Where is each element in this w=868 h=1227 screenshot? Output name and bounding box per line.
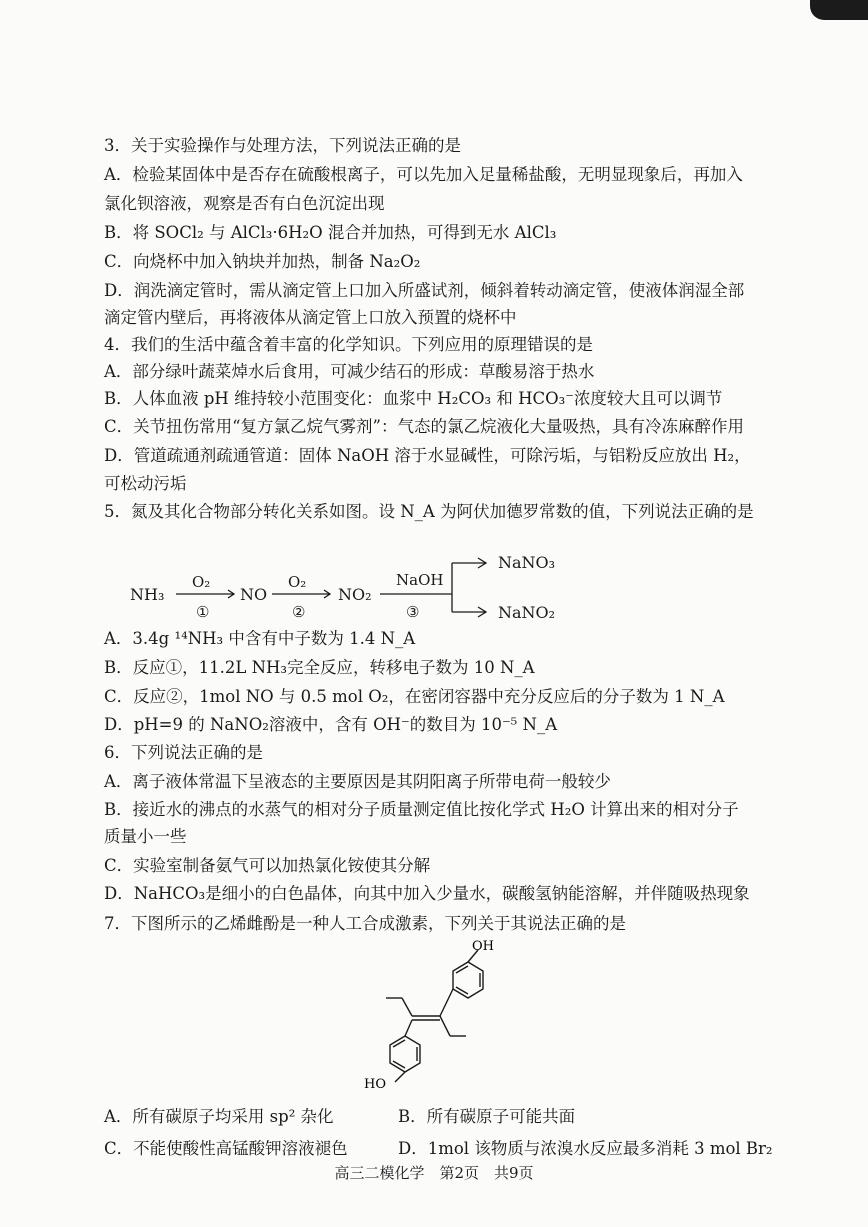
- q4-option-b: B．人体血液 pH 维持较小范围变化：血浆中 H₂CO₃ 和 HCO₃⁻浓度较大且可以调节: [104, 389, 723, 408]
- q5-option-c: C．反应②，1mol NO 与 0.5 mol O₂，在密闭容器中充分反应后的分子数为 1 N_A: [104, 687, 725, 706]
- q4-option-a: A．部分绿叶蔬菜焯水后食用，可减少结石的形成：草酸易溶于热水: [104, 362, 595, 381]
- q6-stem: 6．下列说法正确的是: [104, 743, 263, 762]
- q7-option-a: A．所有碳原子均采用 sp² 杂化: [104, 1107, 334, 1126]
- scheme-nano2: NaNO₂: [498, 603, 556, 622]
- scheme-nano3: NaNO₃: [498, 553, 556, 572]
- scheme-no2: NO₂: [338, 585, 372, 604]
- q6-option-a: A．离子液体常温下呈液态的主要原因是其阴阳离子所带电荷一般较少: [104, 772, 611, 791]
- q5-option-d: D．pH=9 的 NaNO₂溶液中，含有 OH⁻的数目为 10⁻⁵ N_A: [104, 715, 558, 734]
- q3-option-d-line2: 滴定管内壁后，再将液体从滴定管上口放入预置的烧杯中: [104, 308, 517, 327]
- q3-option-a-line2: 氯化钡溶液，观察是否有白色沉淀出现: [104, 194, 385, 213]
- scan-corner-mark: [810, 0, 868, 20]
- q6-option-b-line1: B．接近水的沸点的水蒸气的相对分子质量测定值比按化学式 H₂O 计算出来的相对分子: [104, 800, 739, 819]
- q3-option-b: B．将 SOCl₂ 与 AlCl₃·6H₂O 混合并加热，可得到无水 AlCl₃: [104, 223, 557, 242]
- scheme-o2-second: O₂: [288, 573, 307, 591]
- scheme-no: NO: [240, 585, 268, 604]
- q4-option-d-line2: 可松动污垢: [104, 474, 187, 493]
- q6-option-d: D．NaHCO₃是细小的白色晶体，向其中加入少量水，碳酸氢钠能溶解，并伴随吸热现象: [104, 884, 750, 903]
- q4-stem: 4．我们的生活中蕴含着丰富的化学知识。下列应用的原理错误的是: [104, 335, 593, 354]
- scheme-reaction-3: ③: [406, 603, 420, 621]
- q4-option-c: C．关节扭伤常用“复方氯乙烷气雾剂”：气态的氯乙烷液化大量吸热，具有冷冻麻醉作用: [104, 417, 744, 436]
- scheme-reaction-1: ①: [196, 603, 210, 621]
- q3-stem: 3．关于实验操作与处理方法，下列说法正确的是: [104, 136, 461, 155]
- scheme-o2-first: O₂: [192, 573, 211, 591]
- scheme-naoh: NaOH: [396, 571, 444, 589]
- oh-top-label: OH: [472, 940, 494, 954]
- q5-option-b: B．反应①，11.2L NH₃完全反应，转移电子数为 10 N_A: [104, 658, 535, 677]
- scheme-reaction-2: ②: [292, 603, 306, 621]
- q7-option-c: C．不能使酸性高锰酸钾溶液褪色: [104, 1139, 348, 1158]
- q3-option-d-line1: D．润洗滴定管时，需从滴定管上口加入所盛试剂，倾斜着转动滴定管，使液体润湿全部: [104, 281, 745, 300]
- scheme-nh3: NH₃: [130, 585, 165, 604]
- diethylstilbestrol-structure: [360, 940, 530, 1090]
- q4-option-d-line1: D．管道疏通剂疏通管道：固体 NaOH 溶于水显碱性，可除污垢，与铝粉反应放出 H₂，: [104, 446, 751, 465]
- q6-option-c: C．实验室制备氨气可以加热氯化铵使其分解: [104, 856, 431, 875]
- q7-option-d: D．1mol 该物质与浓溴水反应最多消耗 3 mol Br₂: [398, 1139, 773, 1158]
- q5-option-a: A．3.4g ¹⁴NH₃ 中含有中子数为 1.4 N_A: [104, 629, 416, 648]
- oh-bottom-label: HO: [364, 1077, 386, 1090]
- q7-stem: 7．下图所示的乙烯雌酚是一种人工合成激素，下列关于其说法正确的是: [104, 914, 626, 933]
- q6-option-b-line2: 质量小一些: [104, 827, 187, 846]
- q3-option-c: C．向烧杯中加入钠块并加热，制备 Na₂O₂: [104, 252, 421, 271]
- page-footer: 高三二模化学 第2页 共9页: [334, 1164, 534, 1182]
- q7-option-b: B．所有碳原子可能共面: [398, 1107, 576, 1126]
- q3-option-a-line1: A．检验某固体中是否存在硫酸根离子，可以先加入足量稀盐酸，无明显现象后，再加入: [104, 165, 743, 184]
- q5-stem: 5．氮及其化合物部分转化关系如图。设 N_A 为阿伏加德罗常数的值，下列说法正确的是: [104, 502, 754, 521]
